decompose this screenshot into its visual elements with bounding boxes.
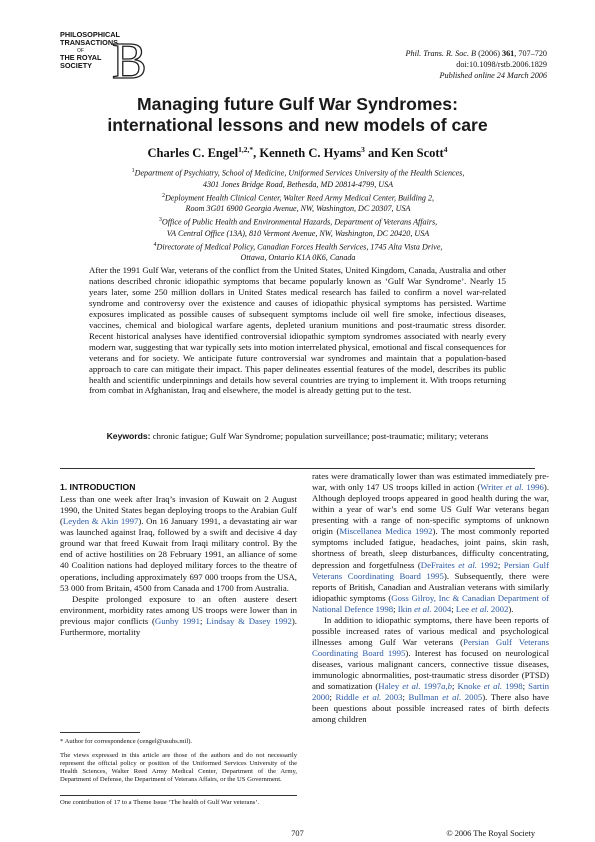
footnote-correspondence: * Author for correspondence (cengel@usuhs.mil).	[60, 738, 193, 745]
text-run: ). Furthermore, mortality	[60, 615, 297, 637]
citation-year: 1992	[476, 559, 498, 570]
published-date: Published online 24 March 2006	[439, 71, 547, 81]
keywords-label: Keywords:	[106, 431, 151, 441]
citation-link[interactable]: Gunby 1991	[154, 615, 200, 626]
citation-text: Lee	[455, 603, 472, 614]
text-run: Despite prolonged exposure to an often austere desert environment, morbidity rates among US troops were lower than in previous major conflicts (	[60, 593, 297, 626]
logo-line-3: OF	[77, 47, 84, 54]
citation-etal: et al.	[471, 603, 489, 614]
author-3: and Ken Scott	[364, 146, 444, 161]
text-run: ;	[451, 603, 456, 614]
journal-name: Phil. Trans. R. Soc. B	[405, 49, 477, 58]
section-divider	[60, 468, 535, 469]
text-run: ). The most commonly reported symptoms included fatigue, headaches, joint pains, skin rash, shortness of breath, sleep disturbances, difficulty concentrating, depression and forgetfulness (	[312, 526, 549, 570]
text-run: ;	[402, 692, 409, 703]
affil-1-line-2: 4301 Jones Bridge Road, Bethesda, MD 20814-4799, USA	[202, 179, 394, 189]
citation-text: Haley	[378, 681, 403, 692]
affil-1-mark: 1	[131, 168, 135, 174]
body-column-left	[60, 482, 297, 638]
author-list	[40, 145, 555, 161]
title-line-1: Managing future Gulf War Syndromes:	[137, 94, 458, 114]
affil-2-line-1: Deployment Health Clinical Center, Walter Reed Army Medical Center, Building 2,	[164, 193, 435, 203]
citation-etal: et al.	[505, 482, 524, 493]
affil-2-mark: 2	[161, 192, 165, 199]
affil-3-line-1: Office of Public Health and Environmental Hazards, Department of Veterans Affairs,	[161, 217, 438, 227]
author-2: , Kenneth C. Hyams	[253, 146, 362, 161]
journal-pages: , 707–720	[514, 49, 547, 58]
journal-volume: 361	[501, 49, 515, 58]
affil-4-line-2: Ottawa, Ontario K1A 0K6, Canada	[240, 253, 356, 263]
journal-meta	[406, 48, 547, 81]
author-3-affil: 4	[443, 145, 448, 154]
paragraph-1	[60, 494, 297, 594]
citation-link[interactable]	[421, 560, 498, 570]
citation-text: Bullman	[408, 692, 443, 703]
footnote-theme-issue: One contribution of 17 to a Theme Issue ‘The health of Gulf War veterans’.	[60, 799, 260, 806]
citation-link[interactable]	[398, 604, 451, 614]
logo-letter-b	[112, 33, 147, 90]
citation-text: Ikin	[397, 603, 415, 614]
citation-text: Riddle	[335, 692, 363, 703]
citation-link[interactable]	[456, 604, 509, 614]
citation-link[interactable]: Goss Gilroy, Inc & Canadian Department of National Defence 1998	[312, 592, 549, 614]
citation-link[interactable]: Sartin 2000	[312, 681, 549, 703]
keywords-text: chronic fatigue; Gulf War Syndrome; population surveillance; post-traumatic; military; veterans	[150, 431, 489, 441]
citation-link[interactable]: Persian Gulf Veterans Coordinating Board 1995	[312, 636, 549, 658]
text-run: rates were dramatically lower than was estimated immediately pre-war, with only 147 US troops killed in action (	[312, 471, 549, 493]
footnote-rule	[60, 732, 140, 733]
copyright: © 2006 The Royal Society	[446, 829, 535, 838]
title-line-2: international lessons and new models of care	[107, 115, 488, 135]
doi[interactable]: doi:10.1098/rstb.2006.1829	[456, 60, 547, 70]
citation-year: 2005	[461, 692, 483, 703]
text-run: ). Interest has focused on neurological diseases, various malignant cancers, connective tissue diseases, immunologic abnormalities, post-traumatic stress disorder (PTSD) and somatization (	[312, 648, 550, 692]
paragraph-2	[60, 594, 297, 638]
citation-suffix: a,b	[441, 681, 452, 692]
section-heading-introduction: 1. INTRODUCTION	[60, 482, 136, 492]
paragraph-3	[312, 471, 549, 615]
journal-year: (2006)	[476, 49, 502, 58]
text-run: ).	[508, 603, 514, 614]
citation-text: Knoke	[457, 681, 484, 692]
citation-etal: et al.	[414, 603, 432, 614]
citation-year: 2004	[431, 603, 452, 614]
citation-link[interactable]	[480, 482, 544, 492]
citation-link[interactable]	[336, 692, 403, 702]
text-run: ). Although deployed troops appeared in good health during the war, within a year of war’s end some US Gulf War veterans began presenting with a range of non-specific symptoms of unknown origin (	[312, 482, 550, 537]
text-run: ;	[329, 692, 336, 703]
citation-year: 1997	[420, 681, 442, 692]
paragraph-4	[312, 615, 549, 726]
text-run: ). There also have been questions about possible increased rates of birth defects among children	[312, 692, 550, 725]
citation-year: 2002	[488, 603, 509, 614]
citation-etal: et al.	[483, 681, 503, 692]
citation-etal: et al.	[362, 692, 382, 703]
footnote-disclaimer: The views expressed in this article are those of the authors and do not necessarily represent the official policy or position of the Uniformed Services University of the Health Sciences, Walter Reed Army Medical Center, Department of the Army, Department of Defense, the Department of Veterans Affairs, or the US Government.	[60, 752, 297, 784]
text-run: ;	[497, 559, 504, 570]
citation-link[interactable]: Miscellanea Medica 1992	[339, 526, 433, 537]
citation-link[interactable]: Leyden & Akin 1997	[62, 516, 139, 527]
affil-1-line-1: Department of Psychiatry, School of Medicine, Uniformed Services University of the Health Sciences,	[134, 168, 465, 178]
affil-4-mark: 4	[153, 241, 157, 248]
logo-line-1: PHILOSOPHICAL	[60, 30, 120, 39]
citation-text: Writer	[480, 482, 506, 493]
affil-2-line-2: Room 3G01 6900 Georgia Avenue, NW, Washington, DC 20307, USA	[185, 204, 411, 214]
citation-link[interactable]	[378, 681, 452, 691]
page-number: 707	[291, 829, 304, 838]
text-run: ;	[393, 603, 398, 614]
citation-text: DeFraites	[420, 559, 459, 570]
logo-line-4: THE ROYAL	[60, 52, 102, 62]
citation-link[interactable]: Lindsay & Dasey 1992	[206, 615, 292, 626]
logo-line-5: SOCIETY	[60, 60, 93, 70]
logo-line-2: TRANSACTIONS	[60, 38, 118, 48]
text-run: ). Subsequently, there were reports of British, Canadian and Australian veterans with similarly idiopathic symptoms (	[312, 570, 550, 603]
abstract: After the 1991 Gulf War, veterans of the conflict from the United States, United Kingdom, Canada, Australia and other nations described chronic idiopathic symptoms that became popularly known as ‘Gulf War Syndrome’. Nearly 15 years later, some 250 million dollars in United States medical research has failed to confirm a novel war-related syndrome and controversy over the existence and causes of idiopathic physical symptoms has persisted. Wartime exposures implicated as possible causes of subsequent symptoms include oil well fire smoke, infectious diseases, vaccines, chemical and biological warfare agents, depleted uranium munitions and post-traumatic stress disorder. Recent historical analyses have identified controversial idiopathic symptom syndromes associated with nearly every modern war, suggesting that war typically sets into motion interrelated physical, emotional and fiscal consequences for veterans and for society. We anticipate future controversial war syndromes and maintain that a population-based approach to care can mitigate their impact. This paper delineates essential features of the model, describes its public health and scientific underpinnings and details how several countries are trying to implement it. With troops returning from combat in Afghanistan, Iraq and elsewhere, the model is already getting put to the test.	[89, 265, 506, 396]
citation-link[interactable]	[457, 681, 522, 691]
citation-year: 2003	[381, 692, 403, 703]
text-run: ;	[200, 615, 207, 626]
keywords	[89, 431, 506, 442]
affil-4-line-1: Directorate of Medical Policy, Canadian Forces Health Services, 1745 Alta Vista Drive,	[156, 242, 443, 252]
affil-3-line-2: VA Central Office (13A), 810 Vermont Avenue, NW, Washington, DC 20420, USA	[166, 228, 430, 238]
citation-link[interactable]	[409, 692, 483, 702]
author-2-affil: 3	[361, 145, 365, 154]
citation-etal: et al.	[458, 559, 477, 570]
text-run: ). On 16 January 1991, a devastating air war was launched against Iraq, followed by a swift and decisive 4 day ground war that freed Kuwait from Iraqi military control. By the end of active hostilities on 28 February 1991, an alliance of some 40 Coalition nations had deployed military forces to the theatre of operations, including approximately 697 000 troops from the USA, 53 000 from Britain, 4500 from Canada and 1700 from Australia.	[60, 516, 297, 593]
text-run: ;	[522, 681, 529, 692]
text-run: In addition to idiopathic symptoms, there have been reports of possible increased rates of various medical and psychological illnesses among Gulf War veterans (	[312, 614, 549, 647]
article-title	[40, 94, 555, 136]
citation-year: 1998	[502, 681, 523, 692]
text-run: ;	[452, 681, 458, 692]
affiliations	[68, 166, 528, 264]
affil-3-mark: 3	[158, 217, 162, 223]
body-column-right	[312, 471, 549, 725]
citation-link[interactable]: Persian Gulf Veterans Coordinating Board 1995	[312, 559, 549, 581]
footnote-rule-2	[60, 795, 297, 796]
logo-letter: B	[112, 33, 147, 90]
text-run: Less than one week after Iraq’s invasion of Kuwait on 2 August 1990, the United States began deploying troops to the Arabian Gulf (	[60, 494, 297, 527]
citation-etal: et al.	[442, 692, 462, 703]
author-1-affil: 1,2,*	[238, 145, 254, 154]
citation-etal: et al.	[402, 681, 421, 692]
citation-year: 1996	[523, 482, 544, 493]
author-1: Charles C. Engel	[147, 146, 239, 161]
